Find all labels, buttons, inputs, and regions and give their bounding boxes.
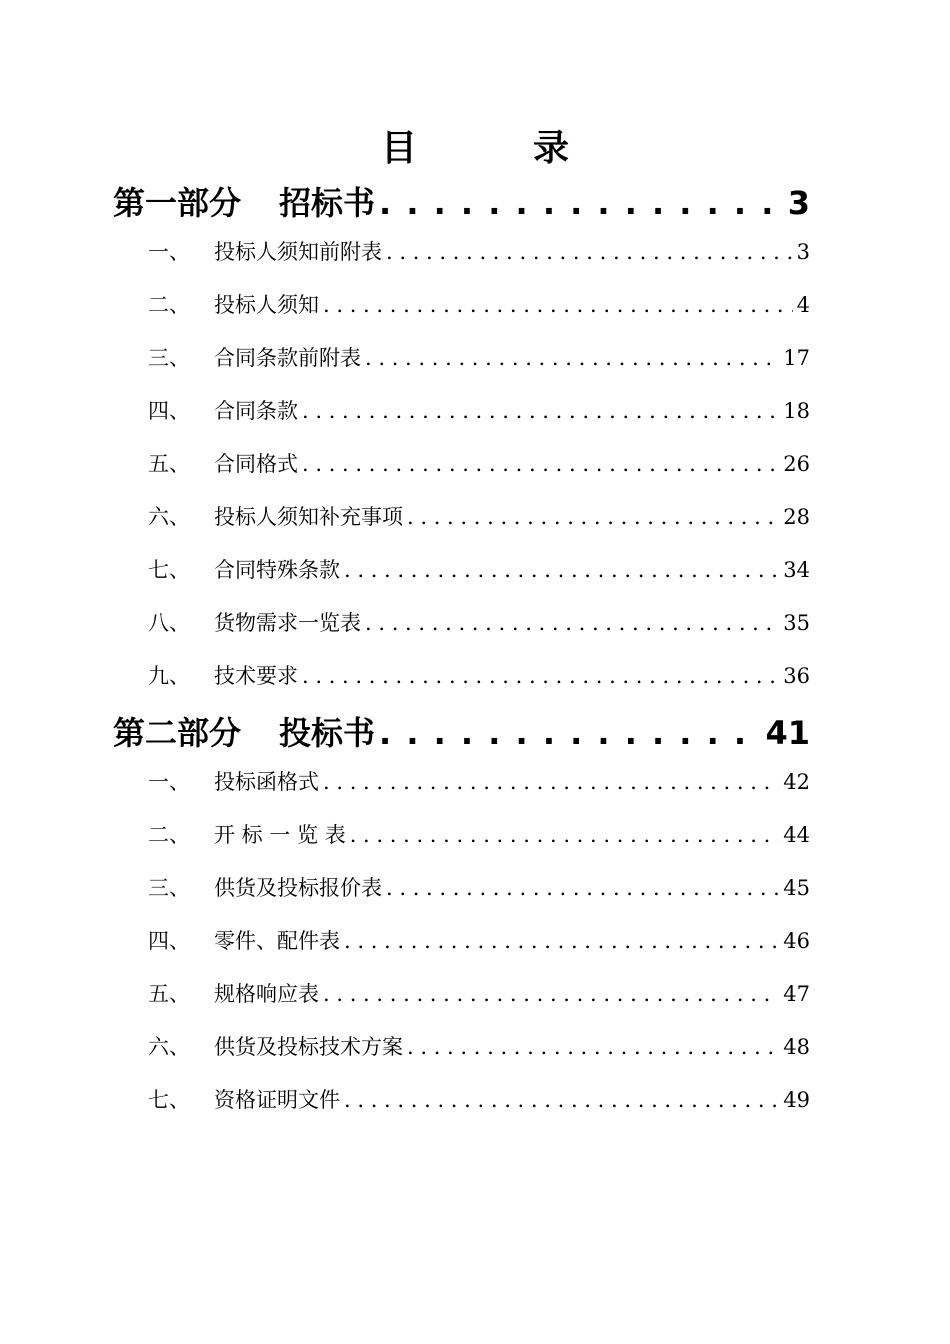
entry-title: 合同条款	[214, 399, 298, 423]
toc-entry[interactable]	[148, 978, 810, 1008]
toc-part-2[interactable]	[113, 708, 810, 754]
entry-page-number: 48	[783, 1035, 810, 1059]
entry-page-number: 28	[783, 505, 810, 529]
dot-leader	[365, 611, 779, 635]
entry-page-number: 46	[783, 929, 810, 953]
entry-number: 三、	[148, 346, 190, 370]
entry-title: 合同格式	[214, 452, 298, 476]
entry-title: 规格响应表	[214, 982, 319, 1006]
entry-page-number: 42	[783, 770, 810, 794]
dot-leader	[386, 876, 779, 900]
dot-leader	[386, 240, 793, 264]
dot-leader	[344, 558, 779, 582]
entry-page-number: 35	[783, 611, 810, 635]
dot-leader	[350, 823, 780, 847]
entry-page-number: 18	[783, 399, 810, 423]
entry-title: 投标人须知前附表	[214, 240, 382, 264]
dot-leader	[344, 1088, 779, 1112]
toc-entry[interactable]	[148, 925, 810, 955]
toc-entry[interactable]	[148, 554, 810, 584]
entry-page-number: 17	[783, 346, 810, 370]
entry-number: 九、	[148, 664, 190, 688]
entry-number: 二、	[148, 823, 190, 847]
entry-title: 资格证明文件	[214, 1088, 340, 1112]
dot-leader	[323, 982, 779, 1006]
toc-entry[interactable]	[148, 872, 810, 902]
entry-page-number: 44	[783, 823, 810, 847]
entry-title: 零件、配件表	[214, 929, 340, 953]
entry-number: 七、	[148, 558, 190, 582]
toc-entry[interactable]	[148, 395, 810, 425]
toc-entry[interactable]	[148, 448, 810, 478]
page-title: 目 录	[380, 128, 609, 169]
entry-number: 一、	[148, 770, 190, 794]
entry-title: 投标函格式	[214, 770, 319, 794]
part-page-number: 3	[787, 184, 810, 222]
entry-title: 投标人须知	[214, 293, 319, 317]
toc-entry[interactable]	[148, 766, 810, 796]
entry-number: 六、	[148, 1035, 190, 1059]
entry-page-number: 45	[783, 876, 810, 900]
entry-page-number: 26	[783, 452, 810, 476]
dot-leader	[407, 505, 779, 529]
dot-leader	[302, 452, 779, 476]
entry-title: 供货及投标报价表	[214, 876, 382, 900]
entry-page-number: 36	[783, 664, 810, 688]
dot-leader	[379, 184, 784, 222]
part-label: 第二部分	[113, 714, 242, 752]
entry-number: 七、	[148, 1088, 190, 1112]
entry-page-number: 49	[783, 1088, 810, 1112]
dot-leader	[302, 664, 779, 688]
part-label: 第一部分	[113, 184, 242, 222]
toc-entry[interactable]	[148, 501, 810, 531]
entry-number: 四、	[148, 399, 190, 423]
toc-entry[interactable]	[148, 342, 810, 372]
toc-entry[interactable]	[148, 607, 810, 637]
entry-number: 二、	[148, 293, 190, 317]
entry-title: 供货及投标技术方案	[214, 1035, 403, 1059]
dot-leader	[302, 399, 779, 423]
entry-number: 三、	[148, 876, 190, 900]
dot-leader	[379, 714, 761, 752]
dot-leader	[323, 770, 779, 794]
entry-title: 技术要求	[214, 664, 298, 688]
dot-leader	[365, 346, 779, 370]
entry-title: 开 标 一 览 表	[214, 823, 346, 847]
entry-number: 一、	[148, 240, 190, 264]
part-name: 招标书	[279, 184, 376, 222]
toc-entry[interactable]	[148, 236, 810, 266]
entry-title: 合同特殊条款	[214, 558, 340, 582]
part-name: 投标书	[279, 714, 376, 752]
entry-title: 合同条款前附表	[214, 346, 361, 370]
entry-number: 五、	[148, 452, 190, 476]
entry-number: 六、	[148, 505, 190, 529]
entry-number: 四、	[148, 929, 190, 953]
dot-leader	[323, 293, 793, 317]
entry-page-number: 34	[783, 558, 810, 582]
entry-number: 五、	[148, 982, 190, 1006]
toc-entry[interactable]	[148, 819, 810, 849]
entry-page-number: 47	[783, 982, 810, 1006]
entry-page-number: 4	[796, 293, 810, 317]
entry-number: 八、	[148, 611, 190, 635]
entry-title: 投标人须知补充事项	[214, 505, 403, 529]
toc-entry[interactable]	[148, 660, 810, 690]
toc-entry[interactable]	[148, 289, 810, 319]
toc-entry[interactable]	[148, 1031, 810, 1061]
entry-page-number: 3	[796, 240, 810, 264]
toc-part-1[interactable]	[113, 178, 810, 224]
entry-title: 货物需求一览表	[214, 611, 361, 635]
dot-leader	[407, 1035, 779, 1059]
dot-leader	[344, 929, 779, 953]
part-page-number: 41	[765, 714, 810, 752]
toc-entry[interactable]	[148, 1084, 810, 1114]
